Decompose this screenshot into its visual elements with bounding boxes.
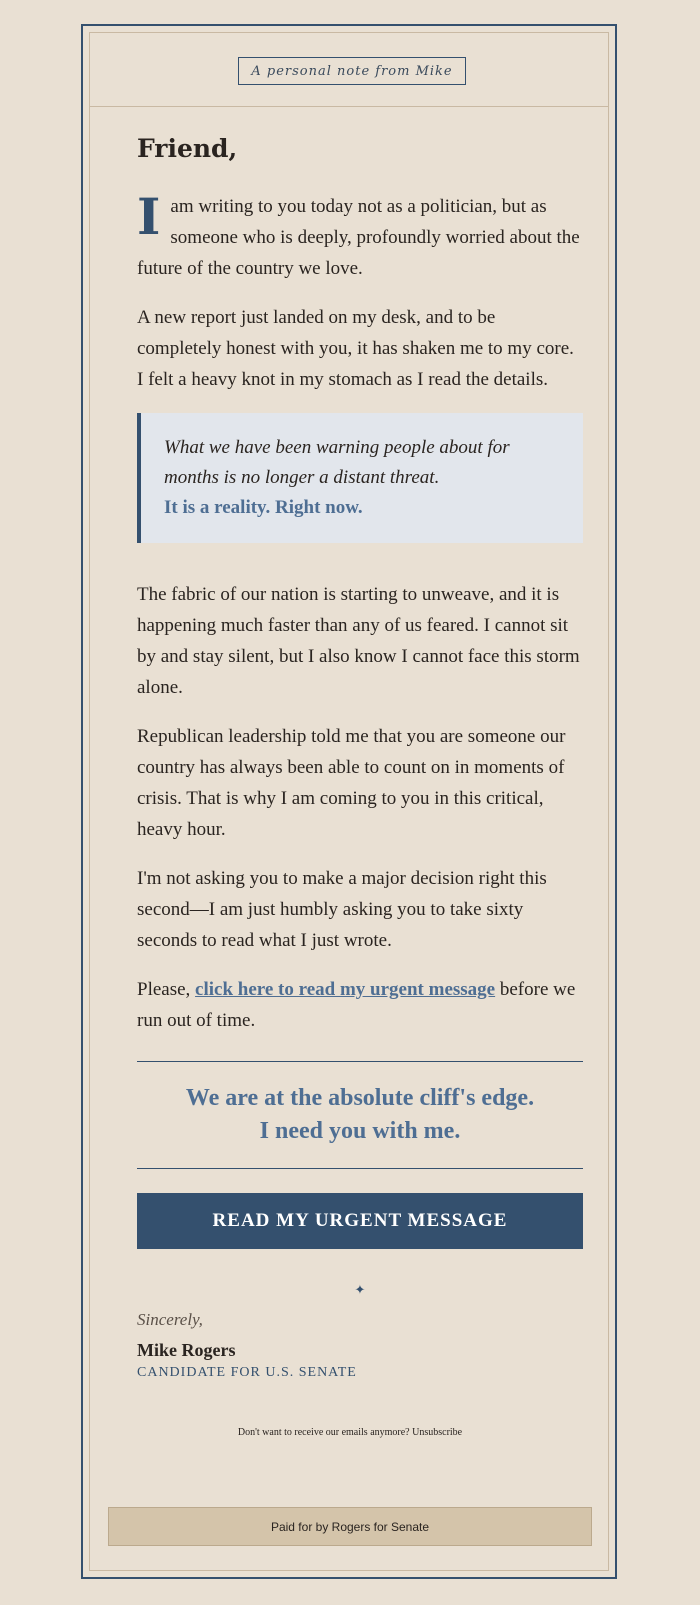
signer-title: CANDIDATE FOR U.S. SENATE [137,1365,357,1380]
paragraph-opening [137,187,583,284]
email-frame [81,24,617,1579]
urgent-message-link[interactable]: click here to read my urgent message [195,979,496,1000]
sign-off: Sincerely, [137,1310,203,1329]
callout-quote-box [137,413,583,543]
callout-quote: What we have been warning people about for months is no longer a distant threat. [164,437,510,488]
email-inner-border [89,32,609,1571]
signer-name: Mike Rogers [137,1340,236,1360]
pull-quote-line-2: I need you with me. [259,1118,461,1144]
paragraph-ask: I'm not asking you to make a major decision right this second—I am just humbly asking you to take sixty seconds to read what I just wrote. [137,868,547,951]
greeting: Friend, [137,134,238,163]
read-urgent-message-button[interactable]: READ MY URGENT MESSAGE [137,1193,583,1249]
pull-quote [137,1062,583,1168]
paid-for-disclaimer: Paid for by Rogers for Senate [108,1507,592,1546]
pull-quote-line-1: We are at the absolute cliff's edge. [185,1085,535,1111]
paragraph-fabric: The fabric of our nation is starting to unweave, and it is happening much faster than any of us feared. I cannot sit by and stay silent, but I also know I cannot face this storm alone. [137,584,580,698]
pull-quote-bottom-rule [137,1168,583,1169]
paragraph-report: A new report just landed on my desk, and to be completely honest with you, it has shaken me to my core. I felt a heavy knot in my stomach as I read the details. [137,307,574,390]
drop-cap: I [137,187,161,246]
unsubscribe-line [0,1427,700,1438]
paragraph-opening-text: am writing to you today not as a politician, but as someone who is deeply, profoundly worried about the future of the country we love. [137,196,580,279]
letter-body [137,133,583,1382]
unsubscribe-prefix: Don't want to receive our emails anymore? [237,1427,413,1438]
please-suffix: before we run out of time. [137,979,576,1031]
header-divider [90,106,608,107]
please-prefix: Please, [137,979,196,1000]
unsubscribe-link[interactable]: Unsubscribe [412,1427,463,1438]
star-ornament-icon: ✦ [354,1283,366,1298]
paragraph-leadership: Republican leadership told me that you are someone our country has always been able to count on in moments of crisis. That is why I am coming to you in this critical, heavy hour. [137,726,566,840]
personal-note-tag: A personal note from Mike [238,57,466,85]
paragraph-please [137,974,583,1036]
callout-reality: It is a reality. Right now. [164,497,363,518]
